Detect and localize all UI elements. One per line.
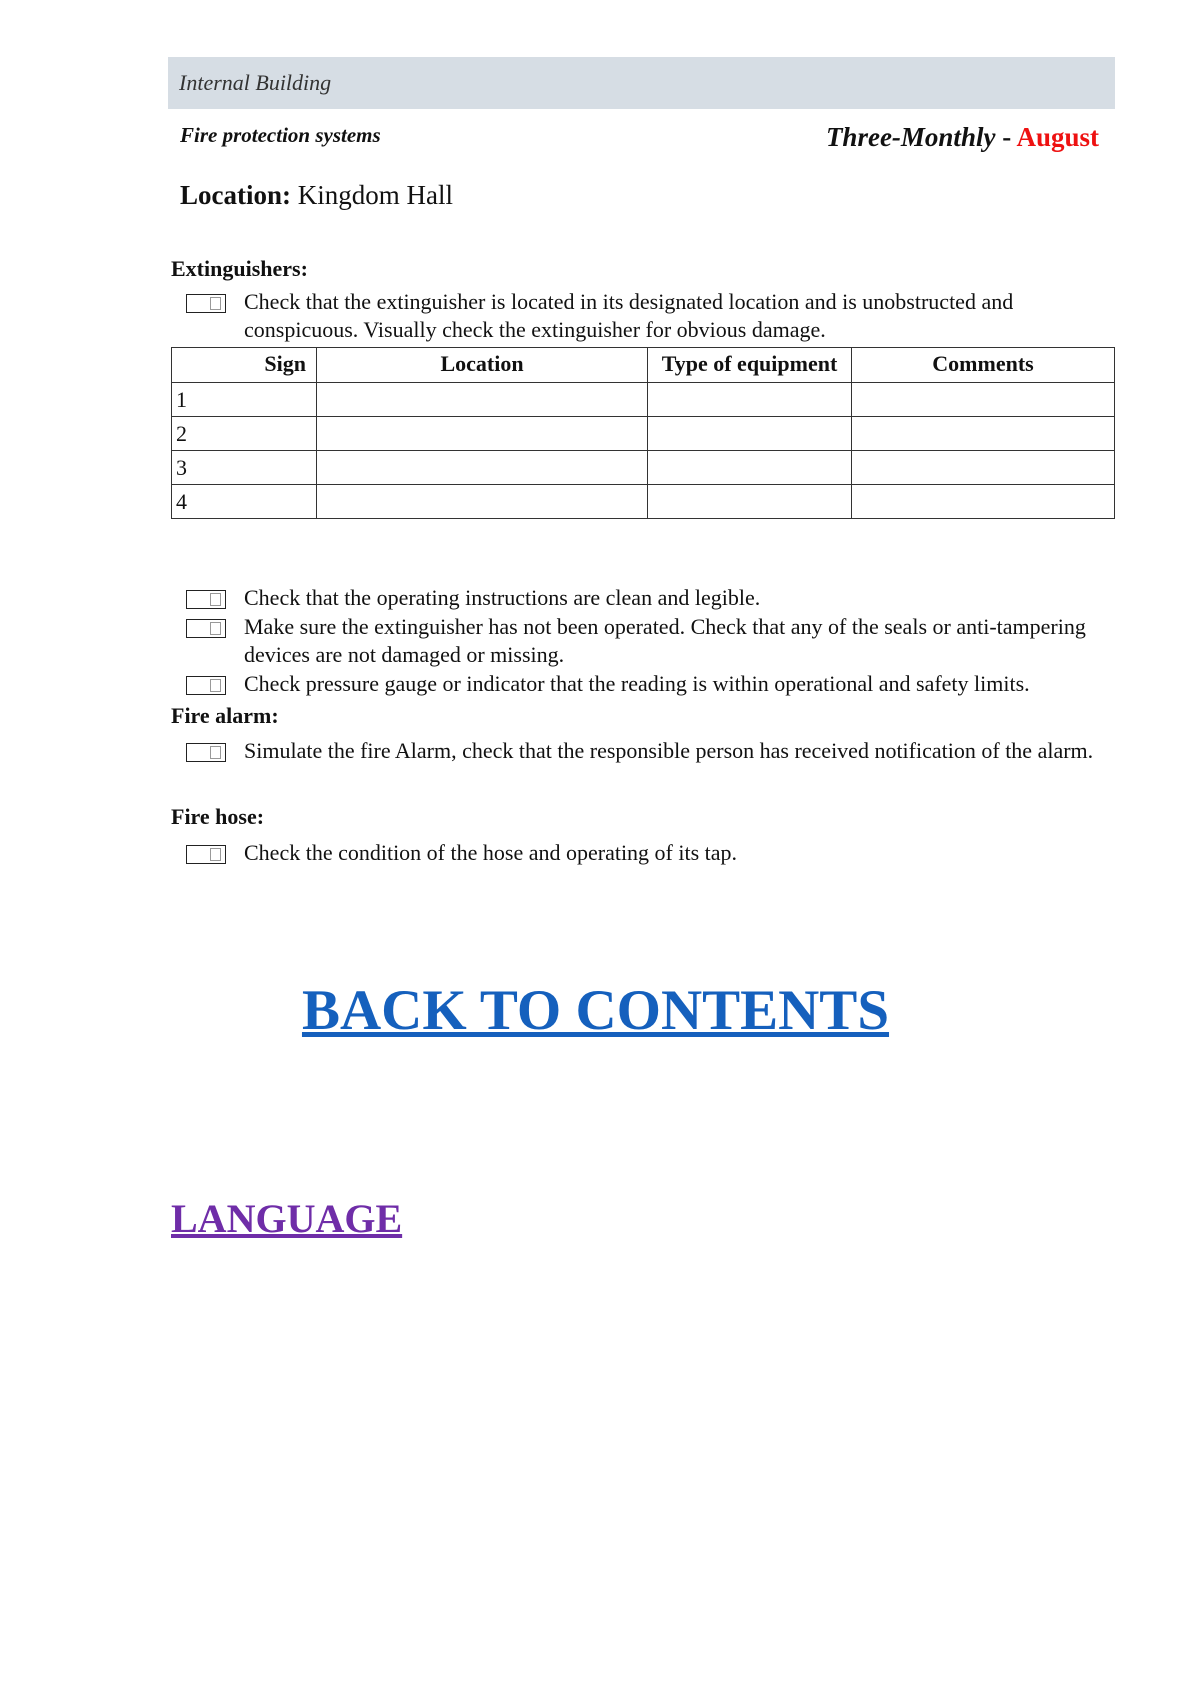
- checklist-text: Check pressure gauge or indicator that the reading is within operational and safety limits.: [244, 671, 1030, 696]
- column-header-sign: Sign: [172, 348, 317, 383]
- column-header-type: Type of equipment: [648, 348, 852, 383]
- table-cell[interactable]: 2: [172, 417, 317, 451]
- table-cell[interactable]: [852, 451, 1115, 485]
- table-cell[interactable]: [852, 485, 1115, 519]
- table-cell[interactable]: 3: [172, 451, 317, 485]
- table-cell[interactable]: [317, 417, 648, 451]
- table-cell[interactable]: 4: [172, 485, 317, 519]
- column-header-location: Location: [317, 348, 648, 383]
- fire-hose-heading: Fire hose:: [171, 804, 265, 829]
- table-cell[interactable]: [317, 485, 648, 519]
- checklist-text: Simulate the fire Alarm, check that the responsible person has received notification of the alarm.: [244, 738, 1094, 763]
- table-cell[interactable]: [317, 383, 648, 417]
- table-cell[interactable]: [852, 417, 1115, 451]
- frequency-label: [826, 122, 1099, 153]
- checkbox[interactable]: [186, 590, 226, 609]
- month: August: [1016, 122, 1099, 152]
- checklist-text: Check that the extinguisher is located in its designated location and is unobstructed and conspicuous. Visually check the extinguisher for obvious damage.: [244, 289, 1014, 342]
- extinguisher-table: [171, 347, 1115, 519]
- table-cell[interactable]: [317, 451, 648, 485]
- table-cell[interactable]: 1: [172, 383, 317, 417]
- checkbox[interactable]: [186, 743, 226, 762]
- checkbox[interactable]: [186, 619, 226, 638]
- table-row: [172, 485, 1115, 519]
- extinguishers-heading: Extinguishers:: [171, 256, 308, 281]
- column-header-comments: Comments: [852, 348, 1115, 383]
- checklist-text: Check the condition of the hose and operating of its tap.: [244, 840, 738, 865]
- frequency-separator: -: [995, 122, 1017, 152]
- fire-alarm-heading: Fire alarm:: [171, 703, 279, 728]
- table-cell[interactable]: [648, 417, 852, 451]
- header-bar: [168, 57, 1115, 109]
- language-link[interactable]: LANGUAGE: [171, 1196, 403, 1241]
- table-header-row: [172, 348, 1115, 383]
- table-row: [172, 417, 1115, 451]
- subsection-title: Fire protection systems: [180, 123, 381, 147]
- location-label: Location:: [180, 180, 291, 210]
- checkbox[interactable]: [186, 676, 226, 695]
- frequency: Three-Monthly: [825, 122, 996, 152]
- table-row: [172, 451, 1115, 485]
- checkbox[interactable]: [186, 294, 226, 313]
- section-title: Internal Building: [179, 70, 332, 95]
- checkbox[interactable]: [186, 845, 226, 864]
- table-row: [172, 383, 1115, 417]
- checklist-text: Check that the operating instructions are clean and legible.: [244, 585, 761, 610]
- location-line: [180, 180, 453, 211]
- back-to-contents-link[interactable]: BACK TO CONTENTS: [301, 979, 890, 1042]
- table-cell[interactable]: [648, 451, 852, 485]
- table-cell[interactable]: [648, 383, 852, 417]
- table-cell[interactable]: [852, 383, 1115, 417]
- location-value: Kingdom Hall: [297, 180, 453, 210]
- checklist-text: Make sure the extinguisher has not been operated. Check that any of the seals or anti-tampering devices are not damaged or missing.: [244, 614, 1086, 667]
- table-cell[interactable]: [648, 485, 852, 519]
